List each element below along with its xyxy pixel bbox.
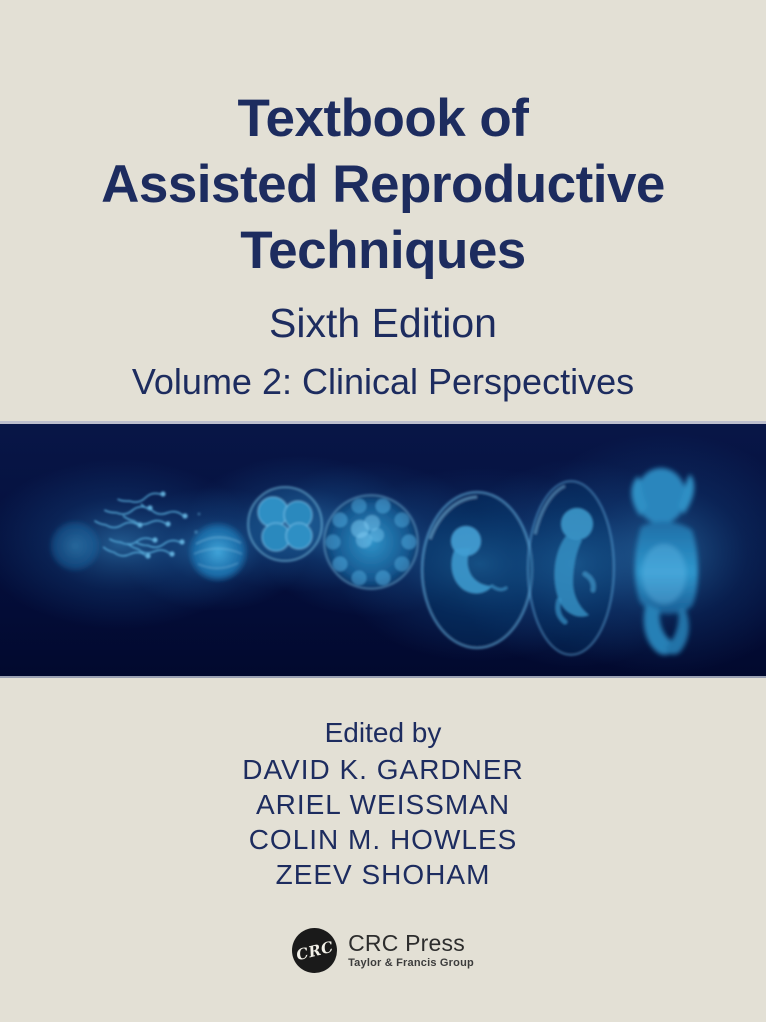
oocyte-icon: [187, 521, 249, 583]
fetus-icon: [528, 481, 614, 655]
blastocyst-icon: [324, 495, 418, 589]
title-line-1: Textbook of: [237, 89, 529, 148]
editor-name-2: ARIEL WEISSMAN: [255, 789, 511, 820]
volume-subtitle: Volume 2: Clinical Perspectives: [131, 361, 635, 402]
title-line-3: Techniques: [240, 221, 526, 280]
publisher-tagline: Taylor & Francis Group: [348, 957, 474, 969]
publisher-text: [348, 931, 474, 970]
editor-name-1: DAVID K. GARDNER: [242, 754, 524, 785]
editors-section: [0, 714, 766, 892]
crc-press-logo-icon: [292, 928, 337, 973]
egg-cell-icon: [48, 519, 102, 573]
edited-by-label: Edited by: [324, 717, 442, 748]
publisher-name: CRC Press: [348, 930, 465, 956]
embryo-icon: [422, 492, 532, 648]
title-line-2: Assisted Reproductive: [101, 155, 665, 214]
editor-name-3: COLIN M. HOWLES: [248, 824, 518, 855]
embryo-development-illustration: [0, 424, 766, 676]
edition-label: Sixth Edition: [269, 300, 497, 346]
crc-logo-text: CRC: [294, 937, 336, 964]
publisher-block: [0, 928, 766, 973]
cleavage-embryo-icon: [248, 487, 322, 561]
title-block: [0, 86, 766, 403]
embryo-development-banner: [0, 421, 766, 678]
editor-name-4: ZEEV SHOHAM: [275, 859, 491, 890]
book-title: [0, 86, 766, 284]
